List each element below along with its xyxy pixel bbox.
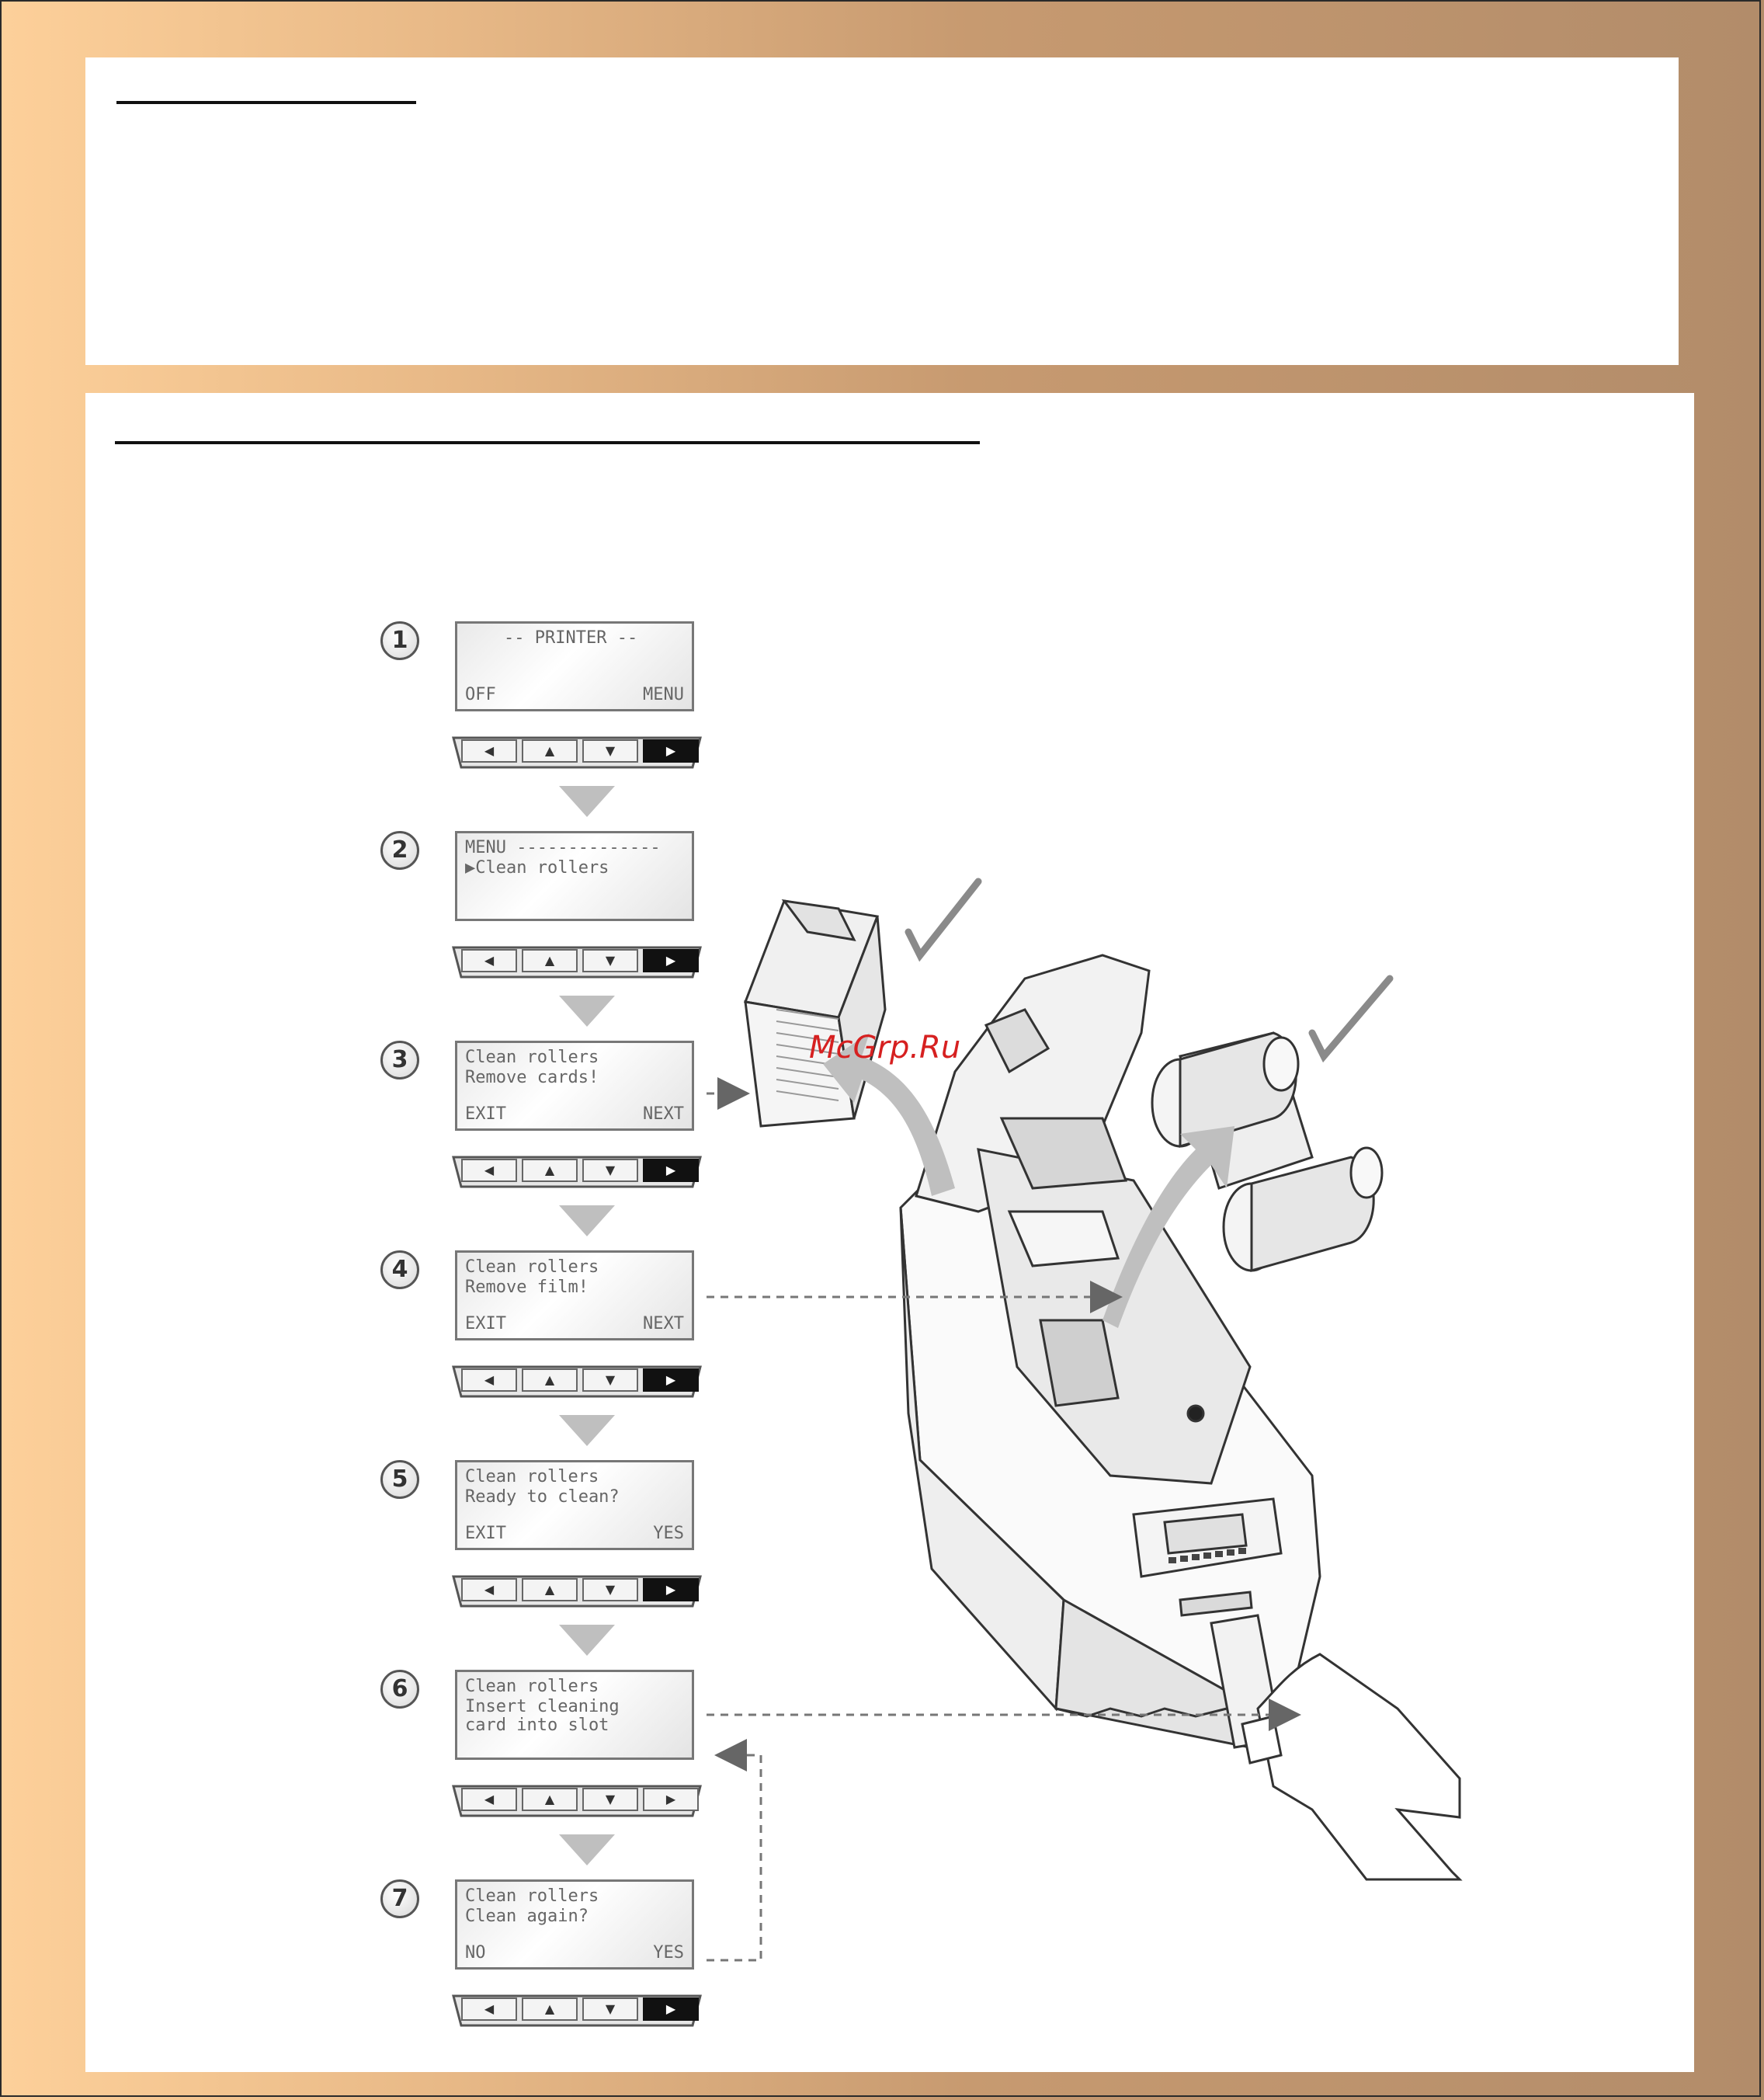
ribbon-roll-illustration — [1152, 1033, 1382, 1271]
key-right[interactable]: ▶ — [643, 739, 699, 763]
step-5 — [380, 1460, 707, 1646]
key-right[interactable]: ▶ — [643, 1578, 699, 1601]
lcd-line-1: Clean rollers — [465, 1677, 599, 1696]
key-left[interactable]: ◀ — [461, 1788, 517, 1811]
lcd-line-2: ▶Clean rollers — [465, 858, 609, 878]
keypad — [450, 946, 703, 979]
lcd-line-1: Clean rollers — [465, 1257, 599, 1277]
key-right[interactable]: ▶ — [643, 1159, 699, 1182]
hand-illustration — [1211, 1615, 1460, 1879]
card-hopper-illustration — [745, 901, 885, 1126]
keypad — [450, 1785, 703, 1817]
key-up[interactable]: ▲ — [522, 1368, 578, 1392]
step-number: 5 — [380, 1460, 419, 1499]
lcd-soft-right: NEXT — [643, 1104, 684, 1124]
lcd-screen — [455, 1250, 694, 1340]
lcd-screen — [455, 1460, 694, 1550]
keypad — [450, 1575, 703, 1608]
next-step-arrow — [559, 1834, 615, 1865]
keypad — [450, 736, 703, 769]
check-icon — [908, 881, 978, 955]
key-up[interactable]: ▲ — [522, 1788, 578, 1811]
lcd-line-2: Remove film! — [465, 1278, 589, 1297]
step-3 — [380, 1041, 707, 1227]
key-left[interactable]: ◀ — [461, 1368, 517, 1392]
lcd-line-2: Remove cards! — [465, 1068, 599, 1087]
step-number: 2 — [380, 831, 419, 870]
lcd-screen — [455, 621, 694, 711]
step-1 — [380, 621, 707, 808]
key-right[interactable]: ▶ — [643, 1368, 699, 1392]
key-up[interactable]: ▲ — [522, 1997, 578, 2021]
step-4 — [380, 1250, 707, 1437]
step-number: 1 — [380, 621, 419, 660]
lcd-screen — [455, 831, 694, 921]
step-number: 4 — [380, 1250, 419, 1289]
key-left[interactable]: ◀ — [461, 739, 517, 763]
lcd-soft-right: NEXT — [643, 1314, 684, 1333]
next-step-arrow — [559, 786, 615, 817]
next-step-arrow — [559, 1415, 615, 1446]
lcd-line-1: Clean rollers — [465, 1467, 599, 1486]
key-down[interactable]: ▼ — [582, 1997, 638, 2021]
lcd-soft-left: EXIT — [465, 1524, 506, 1543]
lcd-soft-left: OFF — [465, 685, 496, 704]
lcd-line-2: Ready to clean? — [465, 1487, 620, 1507]
key-right[interactable]: ▶ — [643, 949, 699, 972]
key-left[interactable]: ◀ — [461, 949, 517, 972]
step-number: 3 — [380, 1041, 419, 1080]
lcd-soft-right: YES — [653, 1943, 684, 1963]
key-down[interactable]: ▼ — [582, 1159, 638, 1182]
key-left[interactable]: ◀ — [461, 1159, 517, 1182]
lcd-line-1: MENU -------------- — [465, 838, 661, 857]
next-step-arrow — [559, 1625, 615, 1656]
key-left[interactable]: ◀ — [461, 1578, 517, 1601]
key-up[interactable]: ▲ — [522, 949, 578, 972]
step-2 — [380, 831, 707, 1017]
key-up[interactable]: ▲ — [522, 1159, 578, 1182]
lcd-line-3: card into slot — [465, 1716, 609, 1735]
watermark: McGrp.Ru — [809, 1030, 961, 1066]
key-down[interactable]: ▼ — [582, 1788, 638, 1811]
key-down[interactable]: ▼ — [582, 949, 638, 972]
lcd-line-1: -- PRINTER -- — [504, 628, 638, 648]
lcd-line-1: Clean rollers — [465, 1886, 599, 1906]
key-right[interactable]: ▶ — [643, 1788, 699, 1811]
step-number: 6 — [380, 1670, 419, 1709]
step-number: 7 — [380, 1879, 419, 1918]
key-down[interactable]: ▼ — [582, 1368, 638, 1392]
keypad — [450, 1156, 703, 1188]
check-icon — [1312, 979, 1390, 1056]
lcd-soft-right: YES — [653, 1524, 684, 1543]
key-down[interactable]: ▼ — [582, 1578, 638, 1601]
step-6 — [380, 1670, 707, 1856]
lcd-soft-left: NO — [465, 1943, 486, 1963]
key-down[interactable]: ▼ — [582, 739, 638, 763]
next-step-arrow — [559, 1205, 615, 1236]
lcd-soft-right: MENU — [643, 685, 684, 704]
next-step-arrow — [559, 996, 615, 1027]
lcd-line-2: Insert cleaning — [465, 1697, 620, 1716]
lcd-screen — [455, 1041, 694, 1131]
key-up[interactable]: ▲ — [522, 739, 578, 763]
lcd-line-2: Clean again? — [465, 1907, 589, 1926]
key-up[interactable]: ▲ — [522, 1578, 578, 1601]
lcd-line-1: Clean rollers — [465, 1048, 599, 1067]
keypad — [450, 1365, 703, 1398]
key-left[interactable]: ◀ — [461, 1997, 517, 2021]
lcd-soft-left: EXIT — [465, 1104, 506, 1124]
lcd-screen — [455, 1879, 694, 1970]
key-right[interactable]: ▶ — [643, 1997, 699, 2021]
lcd-soft-left: EXIT — [465, 1314, 506, 1333]
step-7 — [380, 1879, 707, 2066]
keypad — [450, 1994, 703, 2027]
lcd-screen — [455, 1670, 694, 1760]
